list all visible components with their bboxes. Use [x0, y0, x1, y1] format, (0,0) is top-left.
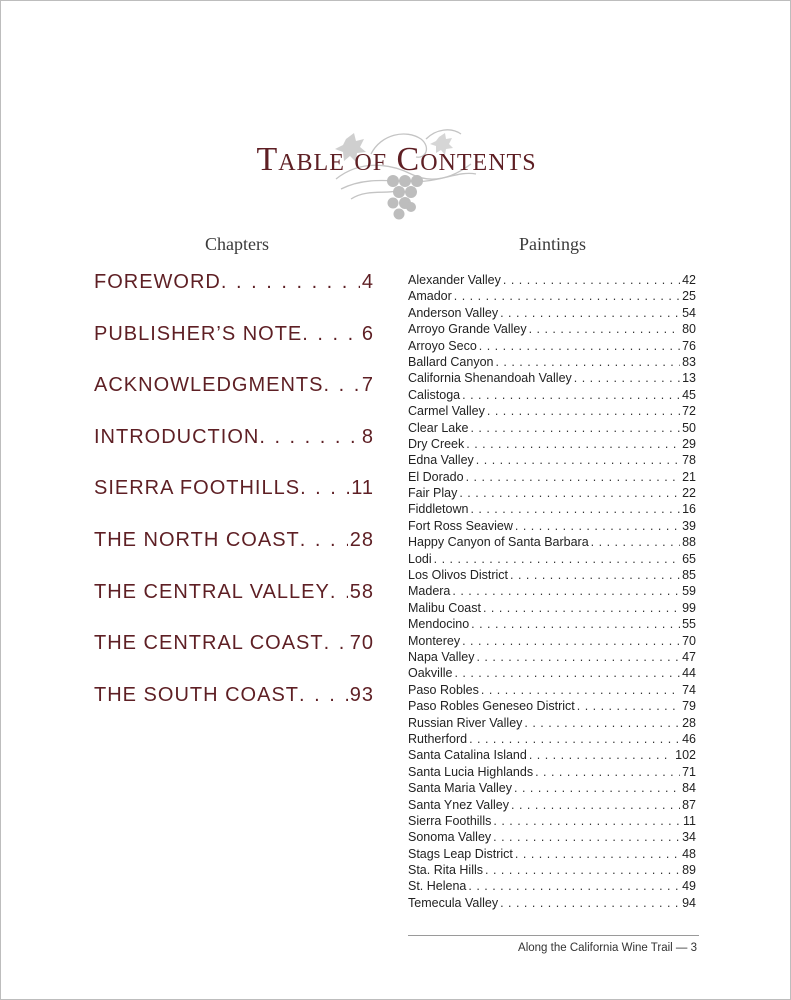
leader-dots [462, 633, 680, 649]
painting-page: 28 [682, 715, 696, 730]
leader-dots [466, 469, 681, 485]
painting-item[interactable] [408, 387, 696, 403]
painting-label: Ballard Canyon [408, 354, 494, 369]
painting-page: 46 [682, 731, 696, 746]
painting-label: El Dorado [408, 469, 464, 484]
painting-item[interactable] [408, 747, 696, 763]
painting-label: Amador [408, 289, 452, 304]
chapter-label: THE SOUTH COAST [94, 683, 300, 706]
leader-dots [259, 426, 360, 449]
painting-page: 87 [682, 797, 696, 812]
painting-item[interactable] [408, 682, 696, 698]
painting-label: Fiddletown [408, 502, 469, 517]
leader-dots [476, 452, 680, 468]
painting-item[interactable] [408, 665, 696, 681]
leader-dots [462, 387, 680, 403]
painting-page: 13 [682, 371, 696, 386]
painting-item[interactable] [408, 551, 696, 567]
chapter-page: 6 [361, 322, 374, 345]
leader-dots [470, 420, 680, 436]
painting-label: Oakville [408, 666, 453, 681]
leader-dots [302, 323, 360, 346]
painting-page: 88 [682, 535, 696, 550]
chapter-page: 93 [349, 683, 374, 706]
painting-page: 34 [682, 830, 696, 845]
painting-item[interactable] [408, 305, 696, 321]
painting-label: Santa Lucia Highlands [408, 764, 534, 779]
leader-dots [493, 829, 680, 845]
chapter-page: 70 [349, 632, 374, 655]
painting-page: 70 [682, 633, 696, 648]
painting-page: 44 [682, 666, 696, 681]
chapter-item[interactable] [94, 426, 374, 478]
painting-item[interactable] [408, 403, 696, 419]
painting-label: Paso Robles [408, 682, 479, 697]
painting-page: 89 [682, 863, 696, 878]
painting-page: 48 [682, 846, 696, 861]
chapter-label: ACKNOWLEDGMENTS [94, 374, 324, 397]
painting-item[interactable] [408, 288, 696, 304]
painting-page: 49 [682, 879, 696, 894]
chapter-page: 7 [361, 374, 374, 397]
leader-dots [468, 878, 680, 894]
leader-dots [479, 338, 680, 354]
leader-dots [434, 551, 680, 567]
painting-item[interactable] [408, 501, 696, 517]
painting-label: Happy Canyon of Santa Barbara [408, 535, 589, 550]
painting-item[interactable] [408, 846, 696, 862]
leader-dots [452, 583, 680, 599]
painting-label: Los Olivos District [408, 568, 509, 583]
leader-dots [330, 581, 348, 604]
painting-label: Dry Creek [408, 436, 465, 451]
leader-dots [591, 534, 680, 550]
leader-dots [514, 780, 680, 796]
leader-dots [324, 632, 348, 655]
page-footer: Along the California Wine Trail — 3 [518, 942, 697, 954]
painting-item[interactable] [408, 616, 696, 632]
page-title: Table of Contents [256, 141, 537, 178]
painting-label: Calistoga [408, 387, 461, 402]
chapter-item[interactable] [94, 529, 374, 581]
painting-item[interactable] [408, 321, 696, 337]
painting-item[interactable] [408, 272, 696, 288]
leader-dots [300, 529, 348, 552]
painting-label: California Shenandoah Valley [408, 371, 572, 386]
chapter-page: 58 [349, 580, 374, 603]
painting-label: Arroyo Grande Valley [408, 322, 527, 337]
painting-item[interactable] [408, 420, 696, 436]
painting-item[interactable] [408, 436, 696, 452]
leader-dots [535, 764, 680, 780]
painting-item[interactable] [408, 878, 696, 894]
painting-page: 79 [682, 699, 696, 714]
painting-page: 74 [682, 682, 696, 697]
chapter-label: THE CENTRAL VALLEY [94, 580, 330, 603]
chapter-page: 11 [351, 477, 374, 500]
painting-label: Santa Ynez Valley [408, 797, 509, 812]
painting-label: Lodi [408, 551, 432, 566]
chapters-heading: Chapters [205, 234, 269, 254]
leader-dots [529, 321, 681, 337]
painting-page: 59 [682, 584, 696, 599]
leader-dots [510, 567, 680, 583]
painting-label: Russian River Valley [408, 715, 523, 730]
chapter-label: SIERRA FOOTHILLS [94, 477, 301, 500]
chapter-page: 28 [349, 528, 374, 551]
painting-page: 39 [682, 518, 696, 533]
chapter-item[interactable] [94, 271, 374, 323]
painting-label: Carmel Valley [408, 404, 485, 419]
painting-item[interactable] [408, 780, 696, 796]
chapter-page: 4 [361, 271, 374, 293]
chapter-label: INTRODUCTION [94, 425, 260, 448]
leader-dots [476, 649, 680, 665]
painting-label: Clear Lake [408, 420, 469, 435]
painting-item[interactable] [408, 567, 696, 583]
painting-label: Mendocino [408, 617, 470, 632]
leader-dots [483, 600, 680, 616]
painting-label: Santa Maria Valley [408, 781, 512, 796]
leader-dots [299, 684, 348, 707]
painting-item[interactable] [408, 764, 696, 780]
chapter-item[interactable] [94, 374, 374, 426]
chapters-list [94, 271, 374, 735]
painting-page: 99 [682, 600, 696, 615]
painting-label: Santa Catalina Island [408, 748, 527, 763]
painting-label: Sonoma Valley [408, 830, 492, 845]
leader-dots [577, 698, 680, 714]
painting-page: 47 [682, 649, 696, 664]
painting-page: 50 [682, 420, 696, 435]
leader-dots [515, 518, 680, 534]
painting-label: St. Helena [408, 879, 467, 894]
footer-divider [408, 935, 699, 936]
chapter-label: THE NORTH COAST [94, 528, 300, 551]
painting-page: 84 [682, 781, 696, 796]
chapter-item[interactable] [94, 632, 374, 684]
paintings-list [408, 272, 696, 911]
painting-page: 71 [682, 764, 696, 779]
leader-dots [524, 715, 680, 731]
leader-dots [574, 370, 680, 386]
painting-label: Malibu Coast [408, 600, 481, 615]
painting-item[interactable] [408, 485, 696, 501]
leader-dots [459, 485, 680, 501]
chapter-label: FOREWORD [94, 271, 221, 293]
painting-item[interactable] [408, 633, 696, 649]
painting-page: 42 [682, 273, 696, 287]
chapter-item[interactable] [94, 581, 374, 633]
painting-page: 21 [682, 469, 696, 484]
leader-dots [470, 501, 680, 517]
leader-dots [454, 288, 680, 304]
leader-dots [515, 846, 680, 862]
painting-item[interactable] [408, 600, 696, 616]
chapter-item[interactable] [94, 477, 374, 529]
leader-dots [500, 305, 680, 321]
painting-label: Alexander Valley [408, 273, 501, 287]
chapter-label: THE CENTRAL COAST [94, 632, 324, 655]
painting-page: 16 [682, 502, 696, 517]
painting-label: Temecula Valley [408, 895, 499, 910]
leader-dots [454, 665, 680, 681]
painting-item[interactable] [408, 813, 696, 829]
leader-dots [529, 747, 673, 763]
painting-item[interactable] [408, 583, 696, 599]
chapter-label: PUBLISHER’S NOTE [94, 322, 303, 345]
painting-page: 72 [682, 404, 696, 419]
painting-item[interactable] [408, 895, 696, 911]
leader-dots [511, 797, 680, 813]
painting-label: Madera [408, 584, 451, 599]
leader-dots [323, 374, 359, 397]
painting-page: 65 [682, 551, 696, 566]
painting-item[interactable] [408, 354, 696, 370]
painting-item[interactable] [408, 698, 696, 714]
leader-dots [221, 271, 360, 294]
painting-item[interactable] [408, 797, 696, 813]
leader-dots [471, 616, 680, 632]
leader-dots [469, 731, 680, 747]
painting-label: Fort Ross Seaview [408, 518, 513, 533]
painting-page: 29 [682, 436, 696, 451]
painting-label: Sierra Foothills [408, 813, 492, 828]
painting-page: 25 [682, 289, 696, 304]
chapter-item[interactable] [94, 684, 374, 736]
painting-item[interactable] [408, 518, 696, 534]
painting-page: 102 [675, 748, 696, 763]
leader-dots [495, 354, 680, 370]
painting-item[interactable] [408, 715, 696, 731]
painting-page: 94 [682, 895, 696, 910]
painting-item[interactable] [408, 534, 696, 550]
painting-item[interactable] [408, 370, 696, 386]
painting-label: Paso Robles Geneseo District [408, 699, 575, 714]
painting-item[interactable] [408, 338, 696, 354]
painting-page: 11 [683, 813, 696, 828]
chapter-page: 8 [361, 425, 374, 448]
painting-label: Anderson Valley [408, 305, 499, 320]
painting-label: Arroyo Seco [408, 338, 477, 353]
painting-label: Rutherford [408, 731, 468, 746]
painting-page: 55 [682, 617, 696, 632]
leader-dots [481, 682, 680, 698]
painting-label: Fair Play [408, 486, 458, 501]
leader-dots [466, 436, 680, 452]
painting-label: Stags Leap District [408, 846, 513, 861]
painting-item[interactable] [408, 731, 696, 747]
painting-item[interactable] [408, 649, 696, 665]
painting-label: Monterey [408, 633, 461, 648]
painting-page: 80 [682, 322, 696, 337]
painting-label: Sta. Rita Hills [408, 863, 484, 878]
leader-dots [300, 477, 349, 500]
leader-dots [500, 895, 680, 911]
painting-label: Napa Valley [408, 649, 475, 664]
painting-item[interactable] [408, 829, 696, 845]
painting-page: 76 [682, 338, 696, 353]
leader-dots [503, 272, 680, 288]
painting-item[interactable] [408, 469, 696, 485]
painting-page: 78 [682, 453, 696, 468]
paintings-heading: Paintings [519, 234, 587, 254]
chapter-item[interactable] [94, 323, 374, 375]
painting-item[interactable] [408, 862, 696, 878]
leader-dots [487, 403, 680, 419]
leader-dots [485, 862, 680, 878]
painting-item[interactable] [408, 452, 696, 468]
painting-page: 85 [682, 568, 696, 583]
leader-dots [493, 813, 681, 829]
painting-label: Edna Valley [408, 453, 474, 468]
painting-page: 54 [682, 305, 696, 320]
painting-page: 22 [682, 486, 696, 501]
painting-page: 83 [682, 354, 696, 369]
painting-page: 45 [682, 387, 696, 402]
